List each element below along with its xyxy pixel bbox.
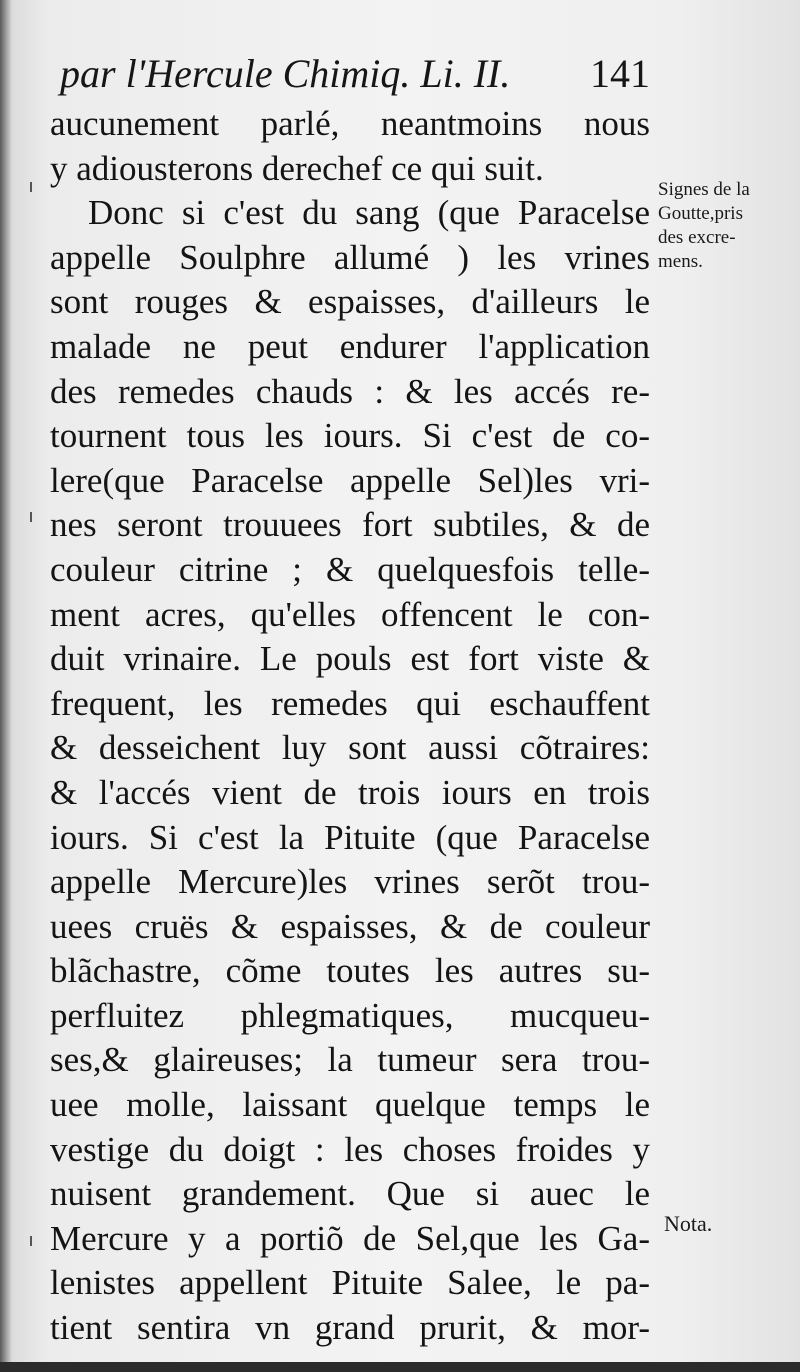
text-line: & desseichent luy sont aussi cõtraires:: [50, 728, 650, 768]
running-head: par l'Hercule Chimiq. Li. II.: [60, 51, 511, 96]
text-line: & l'accés vient de trois iours en trois: [50, 772, 650, 812]
text-line: uee molle, laissant quelque temps le: [50, 1085, 650, 1125]
margin-note-line: Signes de la: [658, 179, 750, 200]
margin-note-line: des excre-: [658, 227, 736, 248]
text-line: des remedes chauds : & les accés re-: [50, 371, 650, 411]
margin-note-line: mens.: [658, 251, 703, 272]
page-number: 141: [590, 51, 650, 96]
text-line: ses,& glaireuses; la tumeur sera trou-: [50, 1040, 650, 1080]
text-line: aucunement parlé, neantmoins nous: [50, 104, 650, 143]
edge-mark: [30, 512, 32, 522]
edge-mark: [30, 182, 32, 192]
text-line: tient sentira vn grand prurit, & mor-: [50, 1308, 650, 1348]
margin-note-nota: Nota.: [664, 1211, 713, 1236]
gutter-shadow: [0, 0, 12, 1372]
body-text: [50, 102, 650, 1351]
text-line: lere(que Paracelse appelle Sel)les vri-: [50, 460, 650, 500]
text-line: y adiousterons derechef ce qui suit.: [50, 148, 544, 188]
text-line: perfluitez phlegmatiques, mucqueu-: [50, 995, 650, 1035]
edge-mark: [30, 1236, 32, 1246]
text-line: nes seront trouuees fort subtiles, & de: [50, 505, 650, 545]
margin-note-signes: [658, 178, 796, 274]
text-line: nuisent grandement. Que si auec le: [50, 1174, 650, 1214]
text-line: ment acres, qu'elles offencent le con-: [50, 594, 650, 634]
text-line: lenistes appellent Pituite Salee, le pa-: [50, 1263, 650, 1303]
text-line: uees cruës & espaisses, & de couleur: [50, 906, 650, 946]
scan-bottom-edge: [0, 1362, 800, 1372]
text-line: Donc si c'est du sang (que Paracelse: [88, 193, 650, 233]
page-header: [60, 48, 660, 100]
text-line: vestige du doigt : les choses froides y: [50, 1129, 650, 1169]
text-line: malade ne peut endurer l'application: [50, 326, 650, 366]
text-line: frequent, les remedes qui eschauffent: [50, 683, 650, 723]
margin-note-line: Goutte,pris: [658, 203, 743, 224]
text-line: duit vrinaire. Le pouls est fort viste &: [50, 639, 650, 679]
text-line: blãchastre, cõme toutes les autres su-: [50, 951, 650, 991]
text-line: tournent tous les iours. Si c'est de co-: [50, 416, 650, 456]
text-line: sont rouges & espaisses, d'ailleurs le: [50, 282, 650, 322]
text-line: couleur citrine ; & quelquesfois telle-: [50, 549, 650, 589]
text-line: Mercure y a portiõ de Sel,que les Ga-: [50, 1218, 650, 1258]
text-line: appelle Soulphre allumé ) les vrines: [50, 237, 650, 277]
text-line: iours. Si c'est la Pituite (que Paracelse: [50, 817, 650, 857]
text-line: appelle Mercure)les vrines serõt trou-: [50, 862, 650, 902]
